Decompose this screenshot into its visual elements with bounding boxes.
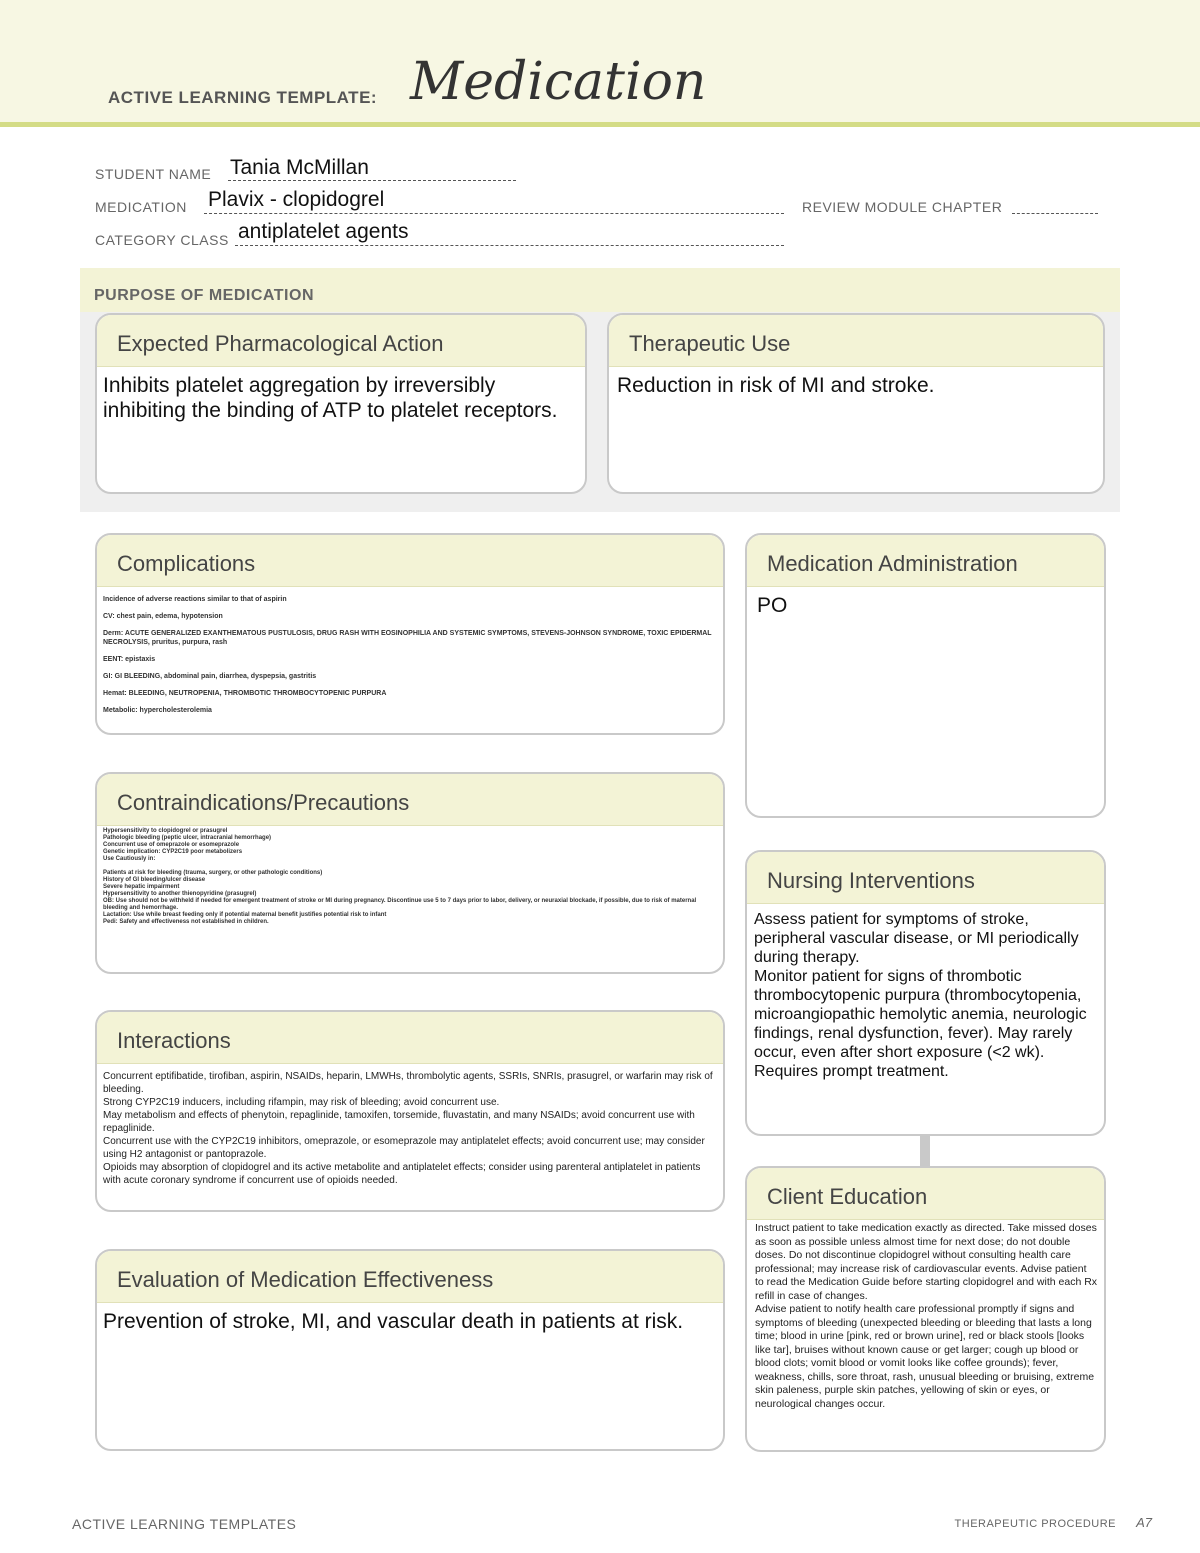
education-box <box>745 1166 1106 1452</box>
complication-line: Derm: ACUTE GENERALIZED EXANTHEMATOUS PUSTULOSIS, DRUG RASH WITH EOSINOPHILIA AND SYSTEMIC SYMPTOMS, STEVENS-JOHNSON SYNDROME, TOXIC EPIDERMAL NECROLYSIS, pruritus, purpura, rash <box>103 630 712 646</box>
category-class-value[interactable]: antiplatelet agents <box>238 220 409 243</box>
complication-line: Metabolic: hypercholesterolemia <box>103 707 212 714</box>
administration-box <box>745 533 1106 818</box>
complication-line: GI: GI BLEEDING, abdominal pain, diarrhea, dyspepsia, gastritis <box>103 673 317 680</box>
complication-line: Incidence of adverse reactions similar to that of aspirin <box>103 596 287 603</box>
purpose-title: PURPOSE OF MEDICATION <box>94 287 314 304</box>
category-class-line <box>235 245 784 246</box>
interactions-title: Interactions <box>97 1012 723 1064</box>
medication-value[interactable]: Plavix - clopidogrel <box>208 188 385 211</box>
expected-action-title: Expected Pharmacological Action <box>97 315 585 367</box>
complication-line: Hemat: BLEEDING, NEUTROPENIA, THROMBOTIC THROMBOCYTOPENIC PURPURA <box>103 690 387 697</box>
student-name-line <box>228 180 516 181</box>
interactions-text[interactable]: Concurrent eptifibatide, tirofiban, aspirin, NSAIDs, heparin, LMWHs, thrombolytic agents, SSRIs, SNRIs, prasugrel, or warfarin may risk of bleeding. Strong CYP2C19 inducers, including rifampin, may risk of bleeding; avoid concurrent use. May metabolism and effects of phenytoin, repaglinide, tamoxifen, torsemide, fluvastatin, and many NSAIDs; avoid concurrent use with repaglinide. Concurrent use with the CYP2C19 inhibitors, omeprazole, or esomeprazole may antiplatelet effects; avoid concurrent use; may consider using H2 antagonist or pantoprazole. Opioids may absorption of clopidogrel and its active metabolite and antiplatelet effects; consider using parenteral antiplatelet in patients with acute coronary syndrome if concurrent use of opioids needed. <box>103 1071 713 1186</box>
contraindications-text[interactable]: Hypersensitivity to clopidogrel or prasugrel Pathologic bleeding (peptic ulcer, intracranial hemorrhage) Concurrent use of omeprazole or esomeprazole Genetic implication: CYP2C19 poor metabolizers Use Cautiously in: Patients at risk for bleeding (trauma, surgery, or other pathologic conditions) History of GI bleeding/ulcer disease Severe hepatic impairment Hypersensitivity to another thienopyridine (prasugrel) OB: Use should not be withheld if needed for emergent treatment of stroke or MI during pregnancy. Discontinue use 5 to 7 days prior to labor, delivery, or neuraxial blockade, if possible, due to risk of maternal bleeding and hemorrhage. Lactation: Use while breast feeding only if potential maternal benefit justifies potential risk to infant Pedi: Safety and effectiveness not established in children. <box>103 828 697 925</box>
footer-left: ACTIVE LEARNING TEMPLATES <box>72 1516 297 1532</box>
template-label: ACTIVE LEARNING TEMPLATE: <box>108 88 378 107</box>
therapeutic-use-text[interactable]: Reduction in risk of MI and stroke. <box>617 374 935 397</box>
footer-right: THERAPEUTIC PROCEDURE <box>954 1518 1116 1530</box>
header-rule <box>0 122 1200 127</box>
education-title: Client Education <box>747 1168 1104 1220</box>
connector-bar <box>920 1134 930 1166</box>
complications-box <box>95 533 725 735</box>
student-name-value[interactable]: Tania McMillan <box>230 156 369 179</box>
contraindications-box <box>95 772 725 974</box>
footer-page-number: A7 <box>1136 1515 1152 1530</box>
therapeutic-use-title: Therapeutic Use <box>609 315 1103 367</box>
category-class-label: CATEGORY CLASS <box>95 232 229 248</box>
template-title: Medication <box>410 52 707 112</box>
nursing-box <box>745 850 1106 1136</box>
medication-label: MEDICATION <box>95 199 187 215</box>
evaluation-box <box>95 1249 725 1451</box>
complications-title: Complications <box>97 535 723 587</box>
review-chapter-label: REVIEW MODULE CHAPTER <box>802 199 1003 215</box>
evaluation-title: Evaluation of Medication Effectiveness <box>97 1251 723 1303</box>
complication-line: EENT: epistaxis <box>103 656 156 663</box>
review-chapter-line[interactable] <box>1012 213 1098 214</box>
nursing-title: Nursing Interventions <box>747 852 1104 904</box>
administration-text[interactable]: PO <box>757 594 788 617</box>
expected-action-box <box>95 313 587 494</box>
contraindications-title: Contraindications/Precautions <box>97 774 723 826</box>
education-text[interactable]: Instruct patient to take medication exactly as directed. Take missed doses as soon as possible unless almost time for next dose; do not double doses. Do not discontinue clopidogrel without consulting health care professional; may increase risk of cardiovascular events. Advise patient to read the Medication Guide before starting clopidogrel and with each Rx refill in case of changes. Advise patient to notify health care professional promptly if signs and symptoms of bleeding (unexpected bleeding or bleeding that lasts a long time; blood in urine [pink, red or brown urine], red or black stools [looks like tar], bruises without known cause or get larger; cough up blood or blood clots; vomit blood or vomit looks like coffee grounds); fever, weakness, chills, sore throat, rash, unusual bleeding or bruising, extreme skin paleness, purple skin patches, yellowing of skin or eyes, or neurological changes occur. <box>755 1222 1098 1410</box>
administration-title: Medication Administration <box>747 535 1104 587</box>
therapeutic-use-box <box>607 313 1105 494</box>
interactions-box <box>95 1010 725 1212</box>
evaluation-text[interactable]: Prevention of stroke, MI, and vascular death in patients at risk. <box>103 1310 684 1333</box>
nursing-text[interactable]: Assess patient for symptoms of stroke, peripheral vascular disease, or MI periodically during therapy. Monitor patient for signs of thrombotic thrombocytopenic purpura (thrombocytopenia, microangiopathic hemolytic anemia, neurologic findings, renal dysfunction, fever). May rarely occur, even after short exposure (<2 wk). Requires prompt treatment. <box>754 911 1087 1080</box>
expected-action-text[interactable]: Inhibits platelet aggregation by irreversibly inhibiting the binding of ATP to platelet receptors. <box>103 374 558 422</box>
complication-line: CV: chest pain, edema, hypotension <box>103 613 223 620</box>
student-name-label: STUDENT NAME <box>95 166 212 182</box>
complications-text[interactable] <box>97 587 723 715</box>
medication-line <box>204 213 784 214</box>
